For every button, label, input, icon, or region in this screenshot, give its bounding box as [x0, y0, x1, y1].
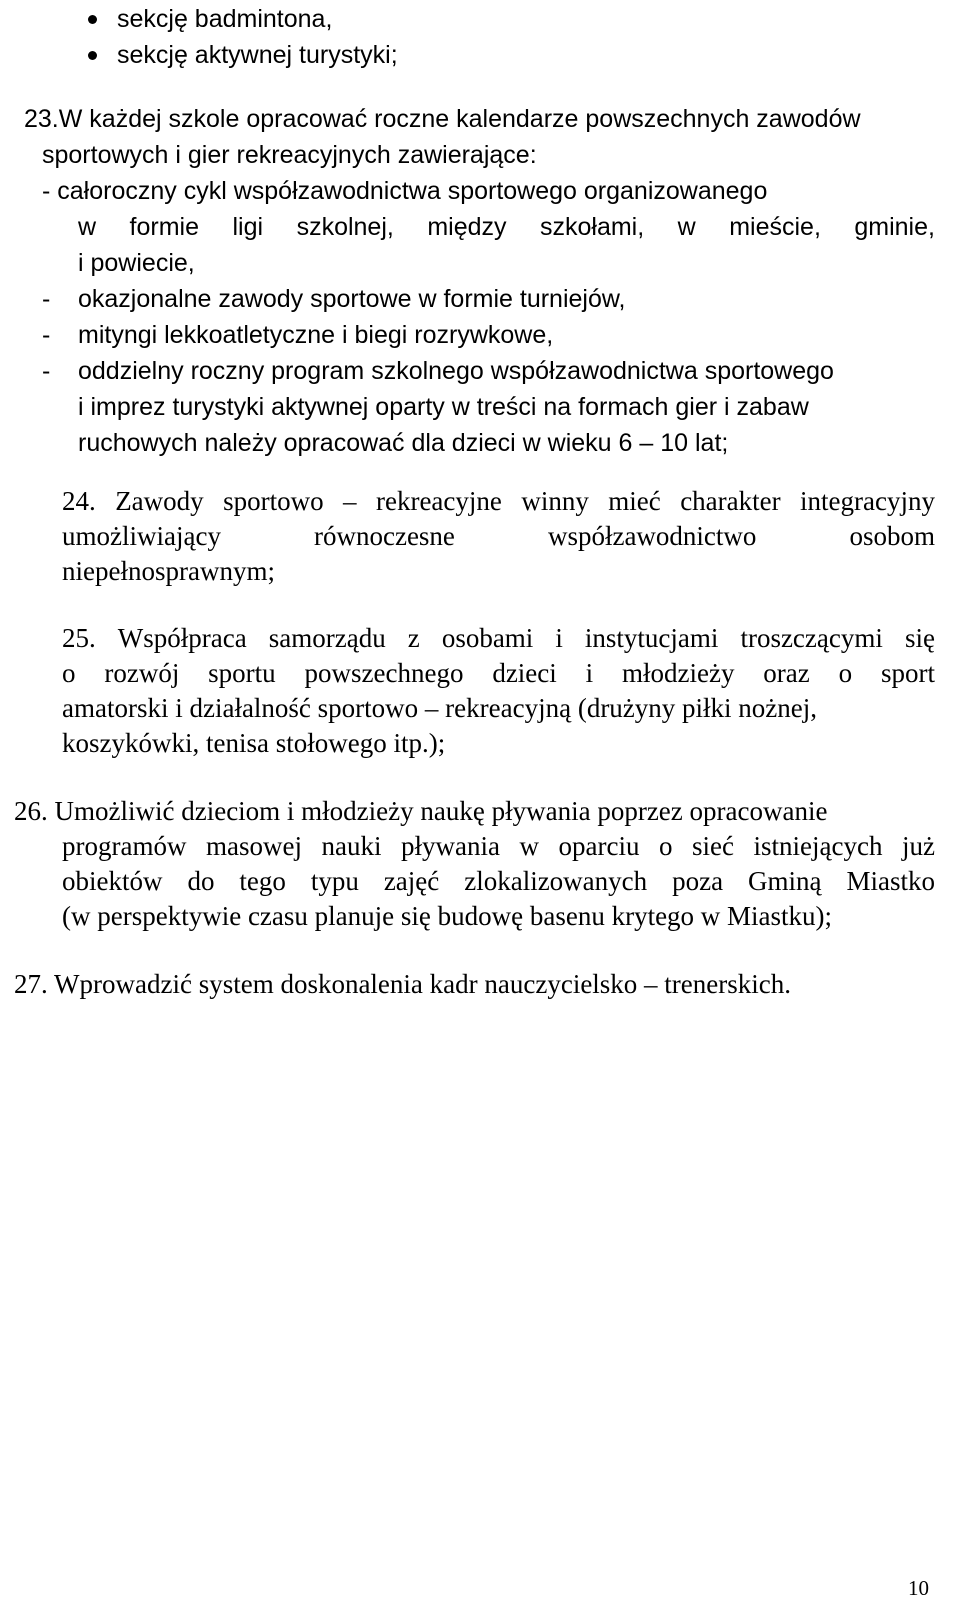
item-27-line: 27. Wprowadzić system doskonalenia kadr nauczycielsko – trenerskich.: [14, 969, 792, 999]
item-26-justified-line: [62, 829, 935, 863]
item-25-line: amatorski i działalność sportowo – rekreacyjną (drużyny piłki nożnej,: [62, 693, 818, 723]
word: o: [838, 658, 853, 688]
item-25-justified-line: [62, 656, 935, 690]
word: z: [407, 623, 420, 653]
word: oraz: [763, 658, 810, 688]
bullet-icon: [88, 51, 97, 60]
word: integracyjny: [800, 486, 935, 516]
word: instytucjami: [584, 623, 719, 653]
bullet-item: sekcję badmintona,: [117, 5, 333, 33]
word: sport: [880, 658, 935, 688]
item-24-justified-line: [62, 519, 935, 553]
word: winny: [521, 486, 589, 516]
word: rozwój: [104, 658, 180, 688]
word: ligi: [232, 213, 264, 241]
word: samorządu: [268, 623, 386, 653]
word: mieście,: [729, 213, 821, 241]
word: Współpraca: [117, 623, 247, 653]
dash-item-continuation: ruchowych należy opracować dla dzieci w wieku 6 – 10 lat;: [78, 429, 729, 457]
word: typu: [310, 866, 359, 896]
word: umożliwiający: [62, 521, 221, 551]
word: i: [585, 658, 594, 688]
dash-item-continuation: i imprez turystyki aktywnej oparty w treści na formach gier i zabaw: [78, 393, 809, 421]
word: już: [901, 831, 935, 861]
word: tego: [239, 866, 286, 896]
word: Zawody: [115, 486, 204, 516]
word: dzieci: [492, 658, 557, 688]
dash-item: mityngi lekkoatletyczne i biegi rozrywkowe,: [78, 321, 554, 349]
bullet-icon: [88, 15, 97, 24]
word: poza: [672, 866, 724, 896]
word: zlokalizowanych: [464, 866, 648, 896]
word: mieć: [608, 486, 661, 516]
item-24-justified-line: [62, 484, 935, 518]
word: o: [62, 658, 76, 688]
word: zajęć: [383, 866, 440, 896]
item-26-line: 26. Umożliwić dzieciom i młodzieży naukę pływania poprzez opracowanie: [14, 796, 828, 826]
item-25-line: koszykówki, tenisa stołowego itp.);: [62, 728, 446, 758]
word: w: [78, 213, 97, 241]
word: sportowo: [223, 486, 324, 516]
dash-mark: -: [42, 357, 51, 385]
item-23-line: 23.W każdej szkole opracować roczne kalendarze powszechnych zawodów: [24, 105, 861, 133]
word: i: [555, 623, 563, 653]
word: Miastko: [846, 866, 935, 896]
word: obiektów: [62, 866, 163, 896]
word: –: [343, 486, 357, 516]
word: rekreacyjne: [375, 486, 502, 516]
word: sieć: [692, 831, 734, 861]
word: istniejących: [753, 831, 883, 861]
word: pływania: [401, 831, 500, 861]
word: powszechnego: [304, 658, 464, 688]
dash-item: oddzielny roczny program szkolnego współzawodnictwa sportowego: [78, 357, 834, 385]
dash-mark: -: [42, 285, 51, 313]
item-24-line: niepełnosprawnym;: [62, 556, 275, 586]
word: formie: [129, 213, 200, 241]
word: między: [427, 213, 507, 241]
word: osobami: [441, 623, 534, 653]
word: oparciu: [558, 831, 640, 861]
word: sportu: [208, 658, 276, 688]
page-number: 10: [908, 1576, 929, 1600]
word: masowej: [205, 831, 302, 861]
word: szkolnej,: [296, 213, 394, 241]
dash-mark: -: [42, 321, 51, 349]
item-25-justified-line: [62, 621, 935, 655]
word: charakter: [680, 486, 781, 516]
word: o: [659, 831, 673, 861]
word: programów: [62, 831, 187, 861]
word: Gminą: [748, 866, 822, 896]
word: młodzieży: [621, 658, 735, 688]
word: nauki: [321, 831, 382, 861]
word: osobom: [849, 521, 935, 551]
bullet-item: sekcję aktywnej turystyki;: [117, 41, 398, 69]
item-23-line: - całoroczny cykl współzawodnictwa sportowego organizowanego: [42, 177, 768, 205]
word: w: [519, 831, 539, 861]
item-26-justified-line: [62, 864, 935, 898]
word: równoczesne: [313, 521, 455, 551]
item-23-justified-line: [78, 210, 935, 244]
item-23-line: sportowych i gier rekreacyjnych zawierające:: [42, 141, 537, 169]
word: w: [677, 213, 696, 241]
item-26-line: (w perspektywie czasu planuje się budowę basenu krytego w Miastku);: [62, 901, 833, 931]
word: 24.: [62, 486, 96, 516]
word: do: [187, 866, 215, 896]
word: gminie,: [854, 213, 935, 241]
word: się: [904, 623, 935, 653]
word: szkołami,: [539, 213, 645, 241]
word: 25.: [62, 623, 96, 653]
word: współzawodnictwo: [547, 521, 757, 551]
word: troszczącymi: [740, 623, 883, 653]
dash-item: okazjonalne zawody sportowe w formie turniejów,: [78, 285, 626, 313]
item-23-line: i powiecie,: [78, 249, 195, 277]
